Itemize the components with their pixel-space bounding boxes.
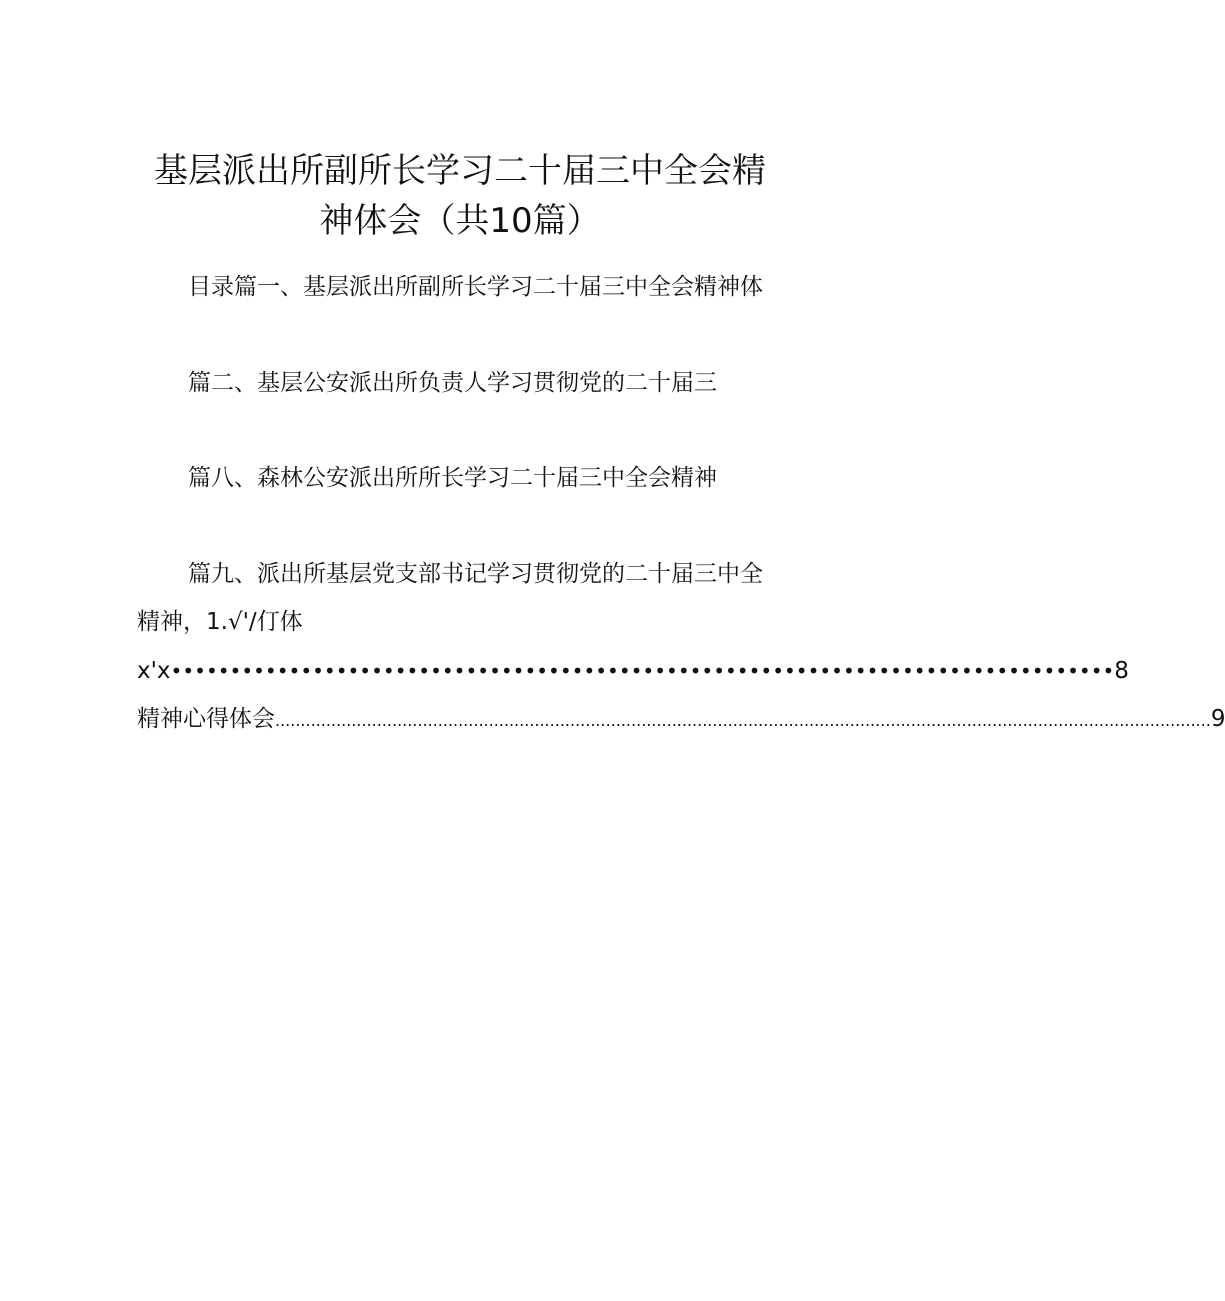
toc-row-a-leader: •••••••••••••••••••••••••••••••••••••••••••••••••••••••••••••••••••••••••••••••• (170, 659, 1115, 683)
document-title-line-2: 神体会（共10篇） (319, 201, 601, 241)
toc-entry-4-line-2: 精神，1.√'/仃体 (137, 609, 303, 635)
toc-row-b-text: 精神心得体会 (137, 706, 275, 732)
toc-row-b-leader: ........................................................................................................................................................................................ (275, 711, 1211, 730)
toc-row-a-page-number: 8 (1114, 658, 1129, 684)
toc-entry-3: 篇八、森林公安派出所所长学习二十届三中全会精神 (188, 465, 717, 491)
toc-leader-row-a (137, 655, 1129, 687)
toc-row-a-text: x'x (137, 658, 171, 684)
document-title-line-1: 基层派出所副所长学习二十届三中全会精 (154, 151, 766, 191)
toc-entry-2: 篇二、基层公安派出所负责人学习贯彻党的二十届三 (188, 370, 717, 396)
toc-entry-4-line-1: 篇九、派出所基层党支部书记学习贯彻党的二十届三中全 (188, 561, 763, 587)
toc-entry-1: 目录篇一、基层派出所副所长学习二十届三中全会精神体 (188, 274, 763, 300)
toc-leader-row-b (137, 703, 1225, 737)
toc-row-b-page-number: 9 (1210, 706, 1225, 732)
